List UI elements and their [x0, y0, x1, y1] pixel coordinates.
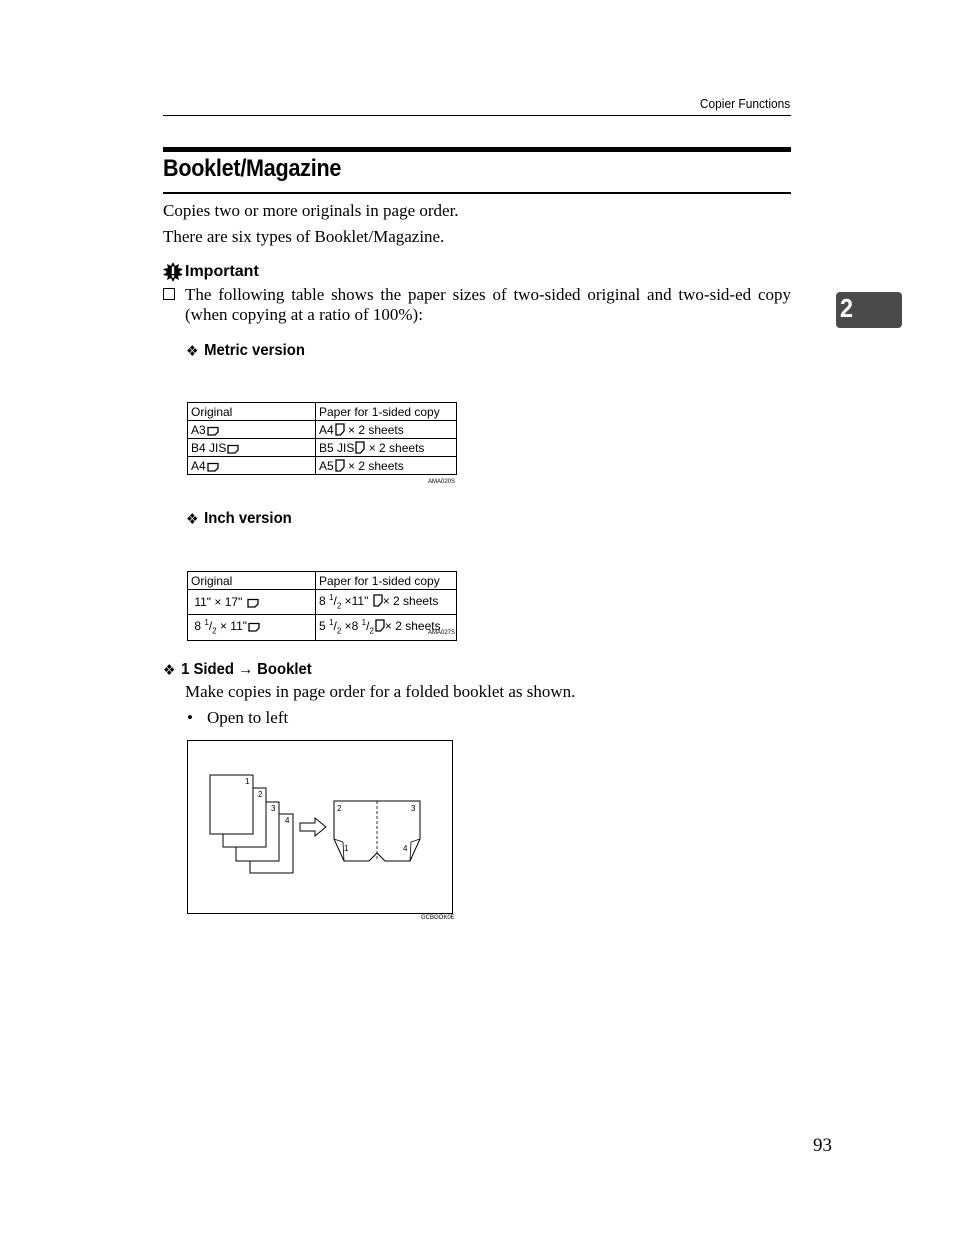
booklet-page-label: 3	[411, 804, 416, 813]
table-row	[188, 439, 457, 457]
figure-code: AMA020S	[428, 479, 456, 485]
sheet-count: × 2 sheets	[384, 619, 441, 634]
table-cell	[188, 439, 316, 457]
table-header-row	[188, 572, 457, 590]
table-cell	[188, 421, 316, 439]
important-note: The following table shows the paper sizes of two-sided original and two-sid-ed copy (when copying at a ratio of 100%):	[185, 285, 791, 324]
booklet-page-label: 4	[403, 844, 408, 853]
booklet-heading	[163, 661, 312, 679]
bullet-icon: •	[187, 708, 193, 727]
portrait-paper-icon	[335, 423, 345, 436]
fraction-denominator: 2	[369, 626, 374, 636]
original-size: 11" × 17"	[194, 595, 243, 610]
table-header-cell: Original	[188, 403, 316, 421]
diamond-bullet-icon: ❖	[163, 662, 176, 679]
table-cell	[316, 457, 457, 475]
original-size: A3	[191, 422, 206, 437]
intro-paragraph: There are six types of Booklet/Magazine.	[163, 227, 445, 246]
copy-paper-size: ×11"	[344, 594, 369, 608]
booklet-page-label: 1	[344, 844, 349, 853]
fraction-denominator: 2	[336, 601, 342, 611]
landscape-paper-icon	[227, 444, 239, 454]
page-title: Booklet/Magazine	[163, 155, 342, 182]
chapter-number: 2	[840, 293, 854, 323]
table-cell	[188, 590, 316, 615]
fraction-numerator: 1	[329, 618, 334, 628]
inch-heading-label: Inch version	[204, 510, 292, 527]
original-size: B4 JIS	[191, 440, 227, 455]
diamond-bullet-icon: ❖	[186, 511, 199, 528]
checkbox-icon	[163, 288, 175, 300]
diamond-bullet-icon: ❖	[186, 343, 199, 360]
table-cell	[316, 439, 457, 457]
copy-paper-size: B5 JIS	[319, 440, 355, 455]
table-header-row	[188, 403, 457, 421]
inch-size-table	[187, 571, 457, 641]
table-row	[188, 457, 457, 475]
booklet-heading-part1: 1 Sided	[181, 661, 235, 678]
sheet-count: × 2 sheets	[365, 440, 425, 455]
page-number: 93	[813, 1135, 832, 1156]
landscape-paper-icon	[207, 426, 219, 436]
original-size: 8	[194, 619, 202, 634]
landscape-paper-icon	[247, 598, 259, 608]
right-arrow-icon	[300, 818, 326, 836]
running-header: Copier Functions	[699, 96, 790, 111]
page-number-label: 4	[285, 816, 290, 825]
fraction-numerator: 1	[329, 593, 334, 602]
table-row	[188, 590, 457, 615]
booklet-option: Open to left	[207, 708, 289, 727]
figure-code: GCBOOK0E	[421, 915, 455, 921]
booklet-heading-part2: Booklet	[257, 661, 312, 678]
metric-size-table	[187, 402, 457, 475]
copy-paper-size: A4	[319, 422, 334, 437]
title-rule	[163, 192, 791, 194]
page-number-label: 1	[245, 777, 250, 786]
copy-paper-size: A5	[319, 458, 334, 473]
table-header-cell: Paper for 1-sided copy	[316, 572, 457, 590]
important-icon	[163, 262, 183, 282]
table-cell	[316, 421, 457, 439]
fraction-numerator: 1	[204, 618, 209, 628]
table-header-cell: Paper for 1-sided copy	[316, 403, 457, 421]
portrait-paper-icon	[375, 619, 385, 632]
portrait-paper-icon	[355, 441, 365, 454]
copy-paper-size: 5	[319, 619, 326, 634]
table-cell: 5 $^1/_2 \times 8$ $^1/_2 \times 2$ sheets	[316, 615, 457, 640]
table-cell: 8 $^1/_2 \times 11$"	[188, 615, 316, 640]
table-row	[188, 615, 457, 640]
sheet-count: × 2 sheets	[382, 594, 439, 608]
copy-paper-size: 8	[319, 594, 326, 608]
table-row	[188, 421, 457, 439]
title-bar	[163, 147, 791, 152]
important-heading	[163, 262, 259, 282]
copy-paper-size: ×8	[344, 619, 359, 634]
metric-heading-label: Metric version	[204, 342, 305, 359]
table-header-cell: Original	[188, 572, 316, 590]
landscape-paper-icon	[207, 462, 219, 472]
inch-heading	[186, 510, 292, 528]
portrait-paper-icon	[373, 594, 383, 607]
sheet-count: × 2 sheets	[348, 422, 404, 437]
fraction-denominator: 2	[336, 626, 342, 636]
table-cell: 8 $^1/_2 \times 11$" × 2 sheets	[316, 590, 457, 615]
arrow-icon: →	[238, 661, 254, 678]
landscape-paper-icon	[248, 622, 260, 632]
sheet-count: × 2 sheets	[348, 458, 404, 473]
booklet-illustration	[187, 740, 453, 914]
original-size: × 11"	[216, 619, 248, 634]
important-label: Important	[185, 263, 259, 280]
metric-heading	[186, 342, 305, 360]
page-number-label: 2	[258, 790, 263, 799]
page-number-label: 3	[271, 804, 276, 813]
portrait-paper-icon	[335, 459, 345, 472]
booklet-page-label: 2	[337, 804, 342, 813]
figure-code: AMA027S	[428, 630, 456, 636]
fraction-denominator: 2	[212, 626, 217, 636]
booklet-description: Make copies in page order for a folded booklet as shown.	[185, 682, 576, 701]
table-cell	[188, 457, 316, 475]
original-size: A4	[191, 458, 206, 473]
fraction-numerator: 1	[361, 618, 367, 628]
header-rule	[163, 115, 791, 116]
intro-paragraph: Copies two or more originals in page order.	[163, 201, 459, 220]
